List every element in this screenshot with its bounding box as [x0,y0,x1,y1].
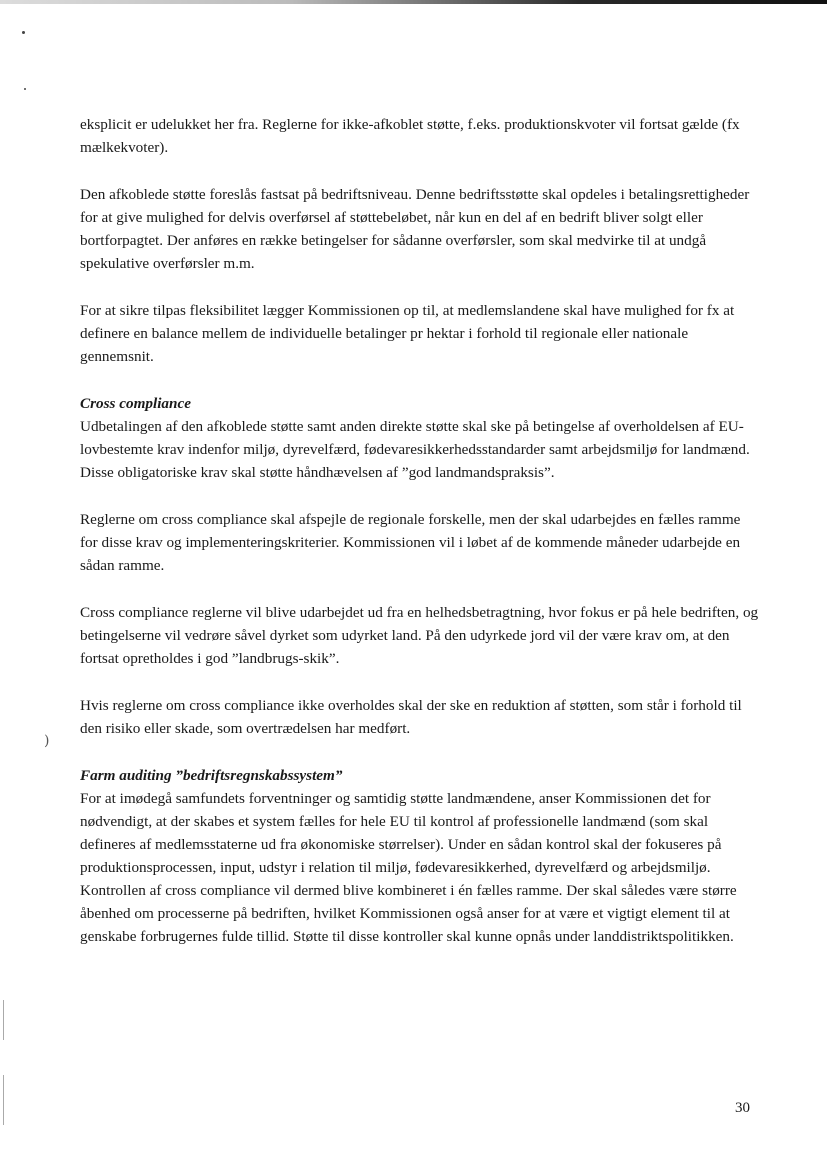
scan-edge-line [3,1000,4,1040]
paragraph: Hvis reglerne om cross compliance ikke overholdes skal der ske en reduktion af støtten, som står i forhold til den risiko eller skade, som overtrædelsen har medført. [80,697,742,737]
margin-mark: ) [44,733,50,749]
paragraph: eksplicit er udelukket her fra. Reglerne for ikke-afkoblet støtte, f.eks. produktionskvoter vil fortsat gælde (fx mælkekvoter). [80,116,740,156]
scan-speck [22,31,25,34]
paragraph: For at sikre tilpas fleksibilitet lægger Kommissionen op til, at medlemslandene skal have mulighed for fx at definere en balance mellem de individuelle betalinger pr hektar i forhold til regionale eller nationale gennemsnit. [80,302,735,365]
scan-speck [24,88,26,90]
document-body [80,113,760,948]
top-scan-rule [0,0,827,4]
section-heading-farm-auditing: Farm auditing ”bedriftsregnskabssystem” [80,767,343,784]
paragraph: Udbetalingen af den afkoblede støtte samt anden direkte støtte skal ske på betingelse af overholdelsen af EU-lovbestemte krav indenfor miljø, dyrevelfærd, fødevaresikkerhedsstandarder samt arbejdsmiljø for landmænd. Disse obligatoriske krav skal støtte håndhævelsen af ”god landmandspraksis”. [80,418,750,481]
paragraph: Den afkoblede støtte foreslås fastsat på bedriftsniveau. Denne bedriftsstøtte skal opdeles i betalingsrettigheder for at give mulighed for delvis overførsel af støttebeløbet, når kun en del af en bedrift bliver solgt eller bortforpagtet. Der anføres en række betingelser for sådanne overførsler, som skal medvirke til at undgå spekulative overførsler m.m. [80,186,750,272]
page-number: 30 [735,1100,750,1116]
paragraph: Reglerne om cross compliance skal afspejle de regionale forskelle, men der skal udarbejdes en fælles ramme for disse krav og implementeringskriterier. Kommissionen vil i løbet af de kommende måneder udarbejde en sådan ramme. [80,511,741,574]
paragraph: For at imødegå samfundets forventninger og samtidig støtte landmændene, anser Kommissionen det for nødvendigt, at der skabes et system fælles for hele EU til kontrol af professionelle landmænd (som skal defineres af medlemsstaterne ud fra økonomiske størrelser). Under en sådan kontrol skal der fokuseres på produktionsprocessen, input, udstyr i relation til miljø, fødevaresikkerhed, dyrevelfærd og arbejdsmiljø. Kontrollen af cross compliance vil dermed blive kombineret i én fælles ramme. Der skal således være større åbenhed om processerne på bedriften, hvilket Kommissionen også anser for at være et vigtigt element til at genskabe forbrugernes fulde tillid. Støtte til disse kontroller skal kunne opnås under landdistriktspolitikken. [80,790,737,945]
scan-edge-line [3,1075,4,1125]
paragraph: Cross compliance reglerne vil blive udarbejdet ud fra en helhedsbetragtning, hvor fokus er på hele bedriften, og betingelserne vil vedrøre såvel dyrket som udyrket land. På den udyrkede jord vil der være krav om, at den fortsat opretholdes i god ”landbrugs-skik”. [80,604,759,667]
section-heading-cross-compliance: Cross compliance [80,395,191,412]
